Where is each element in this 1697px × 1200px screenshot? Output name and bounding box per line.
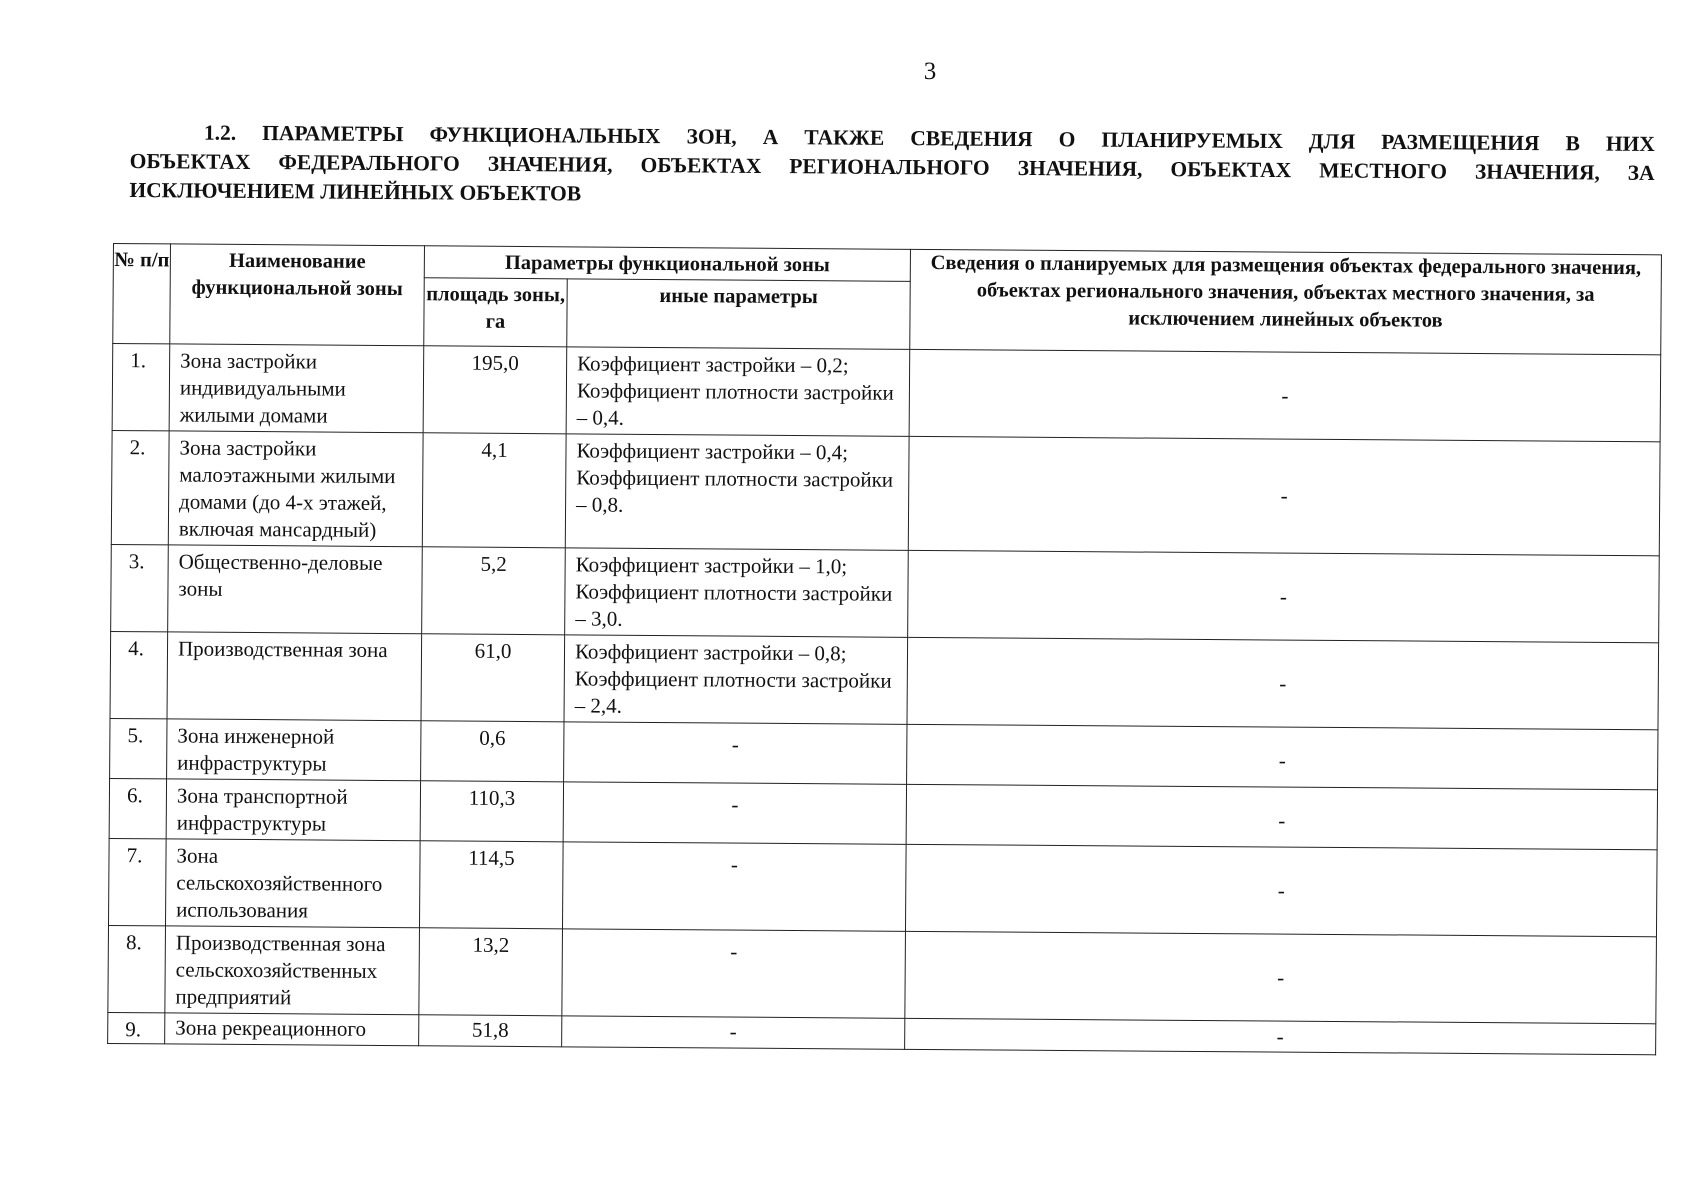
heading-line-1: 1.2. ПАРАМЕТРЫ ФУНКЦИОНАЛЬНЫХ ЗОН, А ТАКЖЕ СВЕДЕНИЯ О ПЛАНИРУЕМЫХ ДЛЯ РАЗМЕЩЕНИЯ В НИХ bbox=[203, 120, 1655, 156]
table-row bbox=[109, 778, 1657, 849]
header-params-group: Параметры функциональной зоны bbox=[424, 246, 910, 282]
row-num: 9. bbox=[108, 1012, 165, 1043]
zones-table bbox=[107, 243, 1662, 1055]
page-number: 3 bbox=[923, 58, 937, 85]
row-num: 8. bbox=[108, 925, 166, 1012]
row-info: - bbox=[908, 550, 1660, 643]
row-params: - bbox=[562, 1016, 905, 1050]
header-info: Сведения о планируемых для размещения объектах федерального значения, объектах регионального значения, объектах местного значения, за исключением линейных объектов bbox=[910, 249, 1662, 355]
row-zone-name: Зона рекреационного bbox=[165, 1013, 419, 1046]
row-area: 61,0 bbox=[421, 634, 565, 722]
row-info: - bbox=[908, 436, 1660, 556]
row-zone-name: Зона сельскохозяйственного использования bbox=[165, 839, 420, 928]
row-params: - bbox=[564, 722, 907, 785]
row-info: - bbox=[905, 931, 1657, 1024]
zones-table-wrapper bbox=[107, 243, 1662, 1055]
row-zone-name: Общественно-деловые зоны bbox=[168, 545, 423, 634]
heading-line-2: ОБЪЕКТАХ ФЕДЕРАЛЬНОГО ЗНАЧЕНИЯ, ОБЪЕКТАХ РЕГИОНАЛЬНОГО ЗНАЧЕНИЯ, ОБЪЕКТАХ МЕСТНОГО ЗНАЧЕНИЯ, ЗА bbox=[129, 148, 1655, 185]
row-num: 1. bbox=[112, 344, 170, 431]
row-params: Коэффициент застройки – 1,0; Коэффициент плотности застройки – 3,0. bbox=[565, 548, 909, 638]
row-area: 13,2 bbox=[419, 928, 563, 1016]
row-num: 5. bbox=[110, 718, 167, 778]
row-zone-name: Зона транспортной инфраструктуры bbox=[166, 779, 420, 841]
header-other: иные параметры bbox=[567, 279, 911, 350]
table-row bbox=[112, 344, 1661, 442]
row-info: - bbox=[906, 784, 1657, 850]
row-params: Коэффициент застройки – 0,8; Коэффициент плотности застройки – 2,4. bbox=[564, 635, 908, 725]
row-params: Коэффициент застройки – 0,2; Коэффициент плотности застройки – 0,4. bbox=[566, 347, 910, 437]
row-area: 51,8 bbox=[419, 1015, 562, 1047]
row-params: Коэффициент застройки – 0,4; Коэффициент плотности застройки – 0,8. bbox=[565, 434, 909, 551]
table-row bbox=[108, 925, 1657, 1023]
row-info: - bbox=[909, 349, 1661, 442]
table-row bbox=[111, 544, 1660, 642]
table-row bbox=[108, 838, 1657, 936]
header-name: Наименование функциональной зоны bbox=[170, 244, 425, 346]
table-row bbox=[110, 718, 1658, 789]
row-params: - bbox=[563, 782, 906, 845]
row-zone-name: Зона застройки индивидуальными жилыми домами bbox=[169, 344, 424, 433]
heading-line-3: ИСКЛЮЧЕНИЕМ ЛИНЕЙНЫХ ОБЪЕКТОВ bbox=[129, 177, 582, 206]
row-num: 7. bbox=[108, 838, 166, 925]
row-num: 3. bbox=[111, 544, 169, 631]
row-params: - bbox=[562, 842, 906, 932]
header-num: № п/п bbox=[113, 244, 171, 344]
row-area: 5,2 bbox=[422, 547, 566, 635]
row-zone-name: Производственная зона сельскохозяйственных предприятий bbox=[165, 926, 420, 1015]
row-info: - bbox=[907, 724, 1658, 790]
row-num: 4. bbox=[110, 631, 168, 718]
row-area: 114,5 bbox=[419, 841, 563, 929]
row-info: - bbox=[907, 637, 1659, 730]
header-area: площадь зоны, га bbox=[424, 278, 567, 347]
row-zone-name: Производственная зона bbox=[167, 632, 422, 721]
row-num: 2. bbox=[111, 430, 169, 544]
row-num: 6. bbox=[109, 778, 166, 838]
row-info: - bbox=[905, 844, 1657, 937]
row-area: 4,1 bbox=[422, 433, 566, 548]
row-zone-name: Зона инженерной инфраструктуры bbox=[167, 719, 421, 781]
row-info: - bbox=[905, 1018, 1656, 1055]
section-heading bbox=[129, 118, 1655, 217]
row-area: 195,0 bbox=[423, 346, 567, 434]
row-area: 0,6 bbox=[421, 721, 564, 782]
row-area: 110,3 bbox=[420, 781, 563, 842]
row-zone-name: Зона застройки малоэтажными жилыми домами (до 4-х этажей, включая мансардный) bbox=[168, 431, 423, 547]
table-row bbox=[111, 430, 1660, 555]
table-row bbox=[110, 631, 1659, 729]
row-params: - bbox=[562, 929, 906, 1019]
